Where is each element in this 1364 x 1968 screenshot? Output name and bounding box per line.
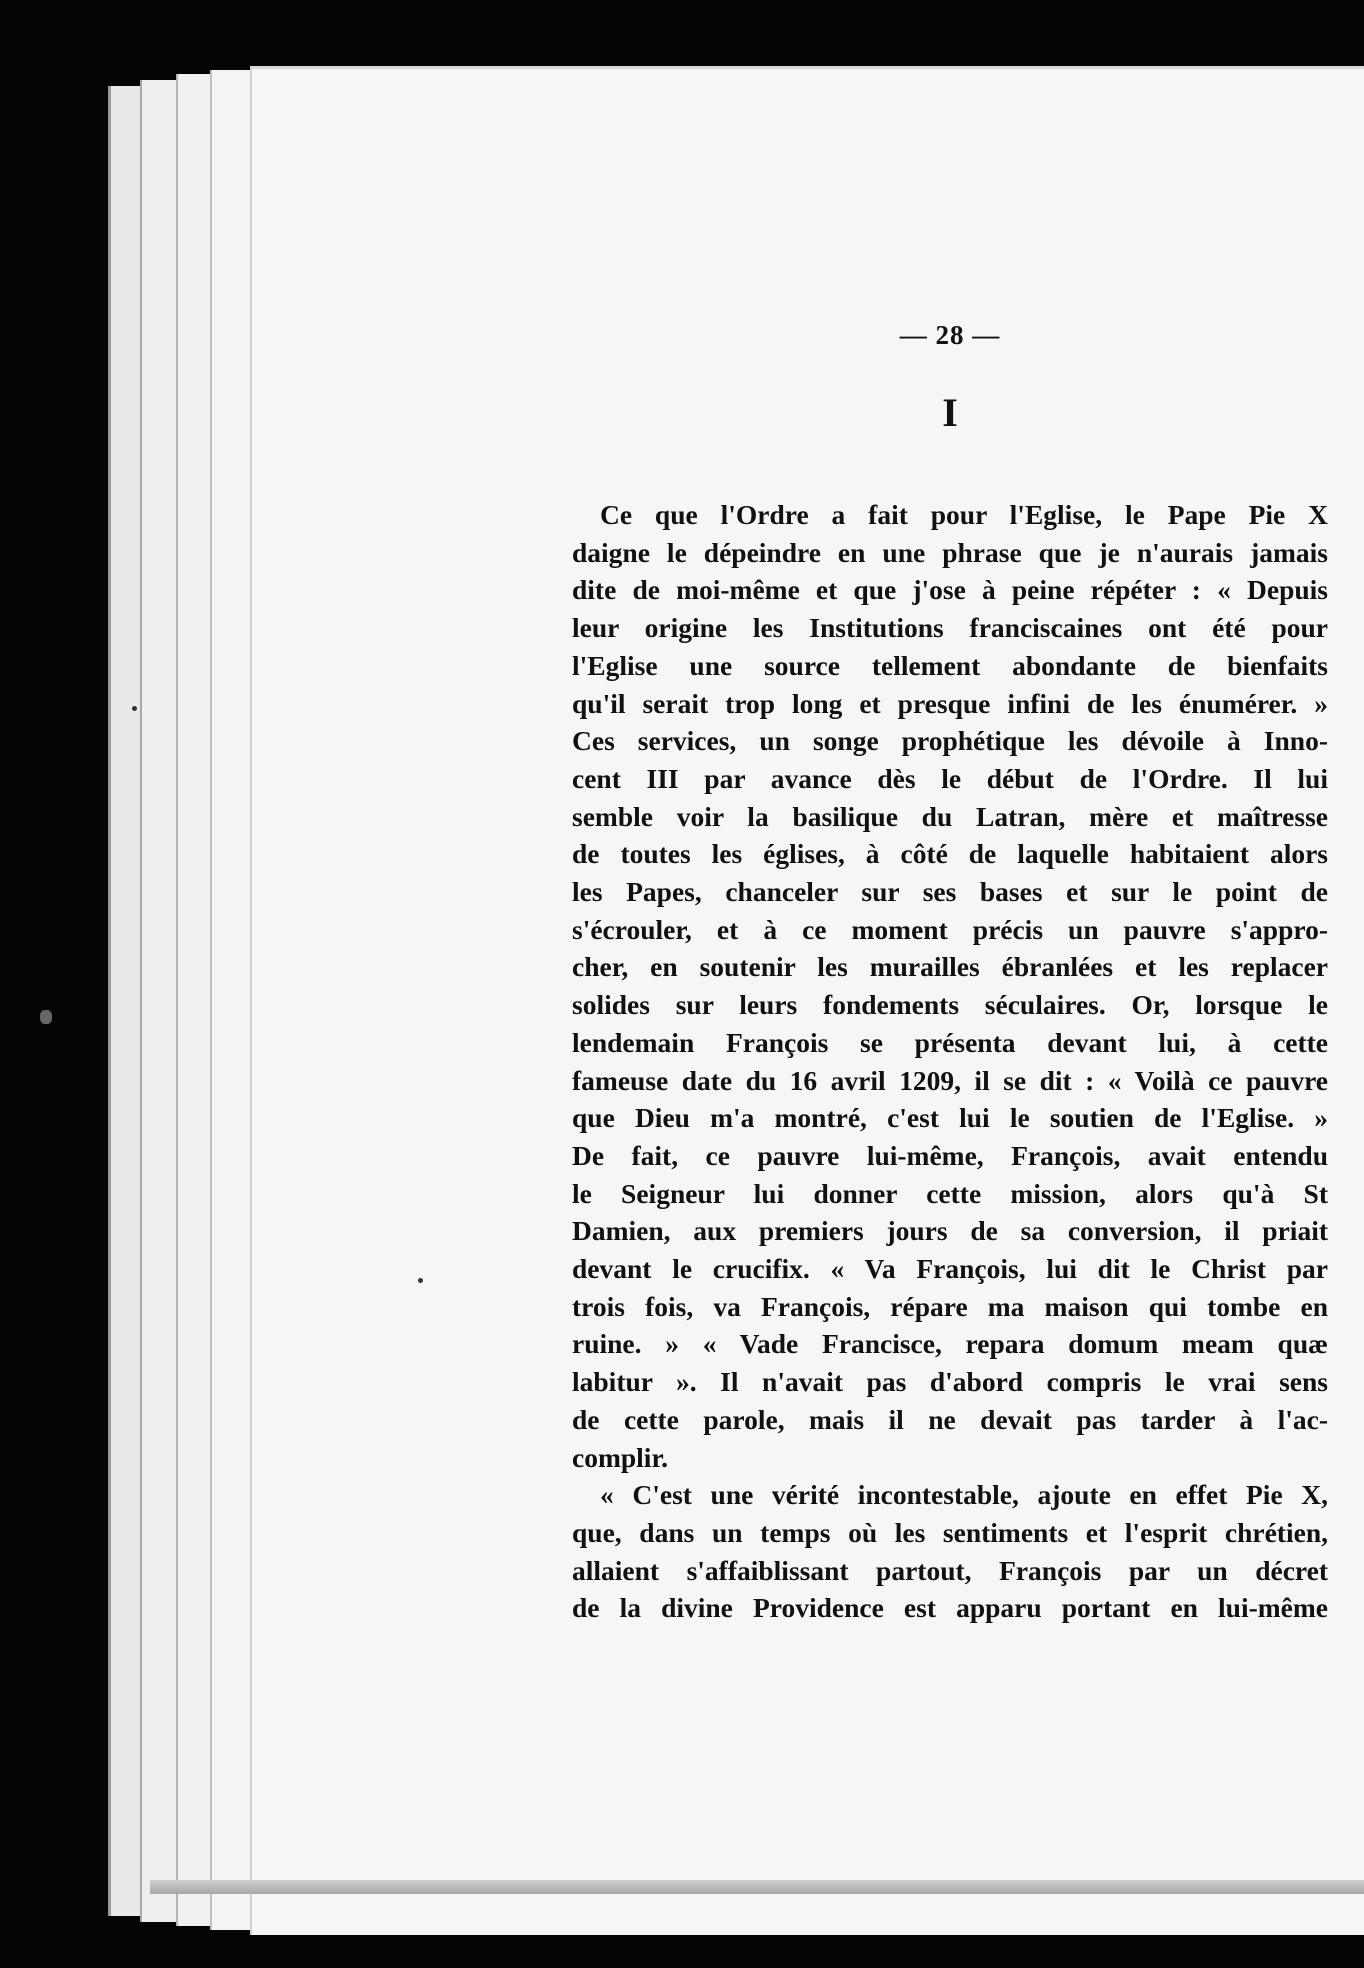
text-line: daigne le dépeindre en une phrase que je n'aurais jamais [572,536,1328,568]
text-line: ruine. » « Vade Francisce, repara domum meam quæ [572,1328,1328,1360]
text-line: Ces services, un songe prophétique les dévoile à Inno- [572,725,1328,757]
text-line: que Dieu m'a montré, c'est lui le soutien de l'Eglise. » [572,1102,1328,1134]
text-line: qu'il serait trop long et presque infini de les énumérer. » [572,687,1328,719]
page-number: — 28 — [899,320,1001,350]
text-line: cher, en soutenir les murailles ébranlées et les replacer [572,951,1328,983]
section-numeral: I [942,390,958,435]
text-line: dite de moi-même et que j'ose à peine répéter : « Depuis [572,574,1328,606]
scan-smudge [40,1010,52,1024]
text-line: De fait, ce pauvre lui-même, François, avait entendu [572,1139,1328,1171]
text-line: Ce que l'Ordre a fait pour l'Eglise, le Pape Pie X [600,499,1328,530]
scan-speck [132,706,137,711]
text-line: de toutes les églises, à côté de laquelle habitaient alors [572,838,1328,870]
text-line: leur origine les Institutions franciscaines ont été pour [572,612,1328,644]
page-text [572,320,1328,1627]
text-line: les Papes, chanceler sur ses bases et sur le point de [572,876,1328,908]
text-line: trois fois, va François, répare ma maison qui tombe en [572,1290,1328,1322]
text-line: « C'est une vérité incontestable, ajoute en effet Pie X, [600,1479,1328,1511]
text-line: allaient s'affaiblissant partout, François par un décret [572,1554,1328,1586]
text-line: Damien, aux premiers jours de sa conversion, il priait [572,1215,1328,1247]
scan-speck [418,1278,423,1283]
text-line: de la divine Providence est apparu portant en lui-même [572,1592,1328,1624]
paragraph-1 [572,496,1328,1476]
text-line: de cette parole, mais il ne devait pas tarder à l'ac- [572,1403,1328,1435]
paragraph-2 [572,1476,1328,1627]
text-line: le Seigneur lui donner cette mission, alors qu'à St [572,1177,1328,1209]
text-line: labitur ». Il n'avait pas d'abord compris le vrai sens [572,1366,1328,1398]
text-line: lendemain François se présenta devant lui, à cette [572,1026,1328,1058]
text-line: semble voir la basilique du Latran, mère et maîtresse [572,800,1328,832]
text-line: devant le crucifix. « Va François, lui dit le Christ par [572,1253,1328,1285]
text-line: solides sur leurs fondements séculaires. Or, lorsque le [572,989,1328,1021]
text-line: cent III par avance dès le début de l'Ordre. Il lui [572,762,1328,794]
text-line: fameuse date du 16 avril 1209, il se dit : « Voilà ce pauvre [572,1064,1328,1096]
text-line: s'écrouler, et à ce moment précis un pauvre s'appro- [572,913,1328,945]
text-line: l'Eglise une source tellement abondante de bienfaits [572,649,1328,681]
text-line: que, dans un temps où les sentiments et l'esprit chrétien, [572,1516,1328,1548]
page-bottom-edge [150,1880,1364,1894]
text-line: complir. [572,1441,668,1473]
